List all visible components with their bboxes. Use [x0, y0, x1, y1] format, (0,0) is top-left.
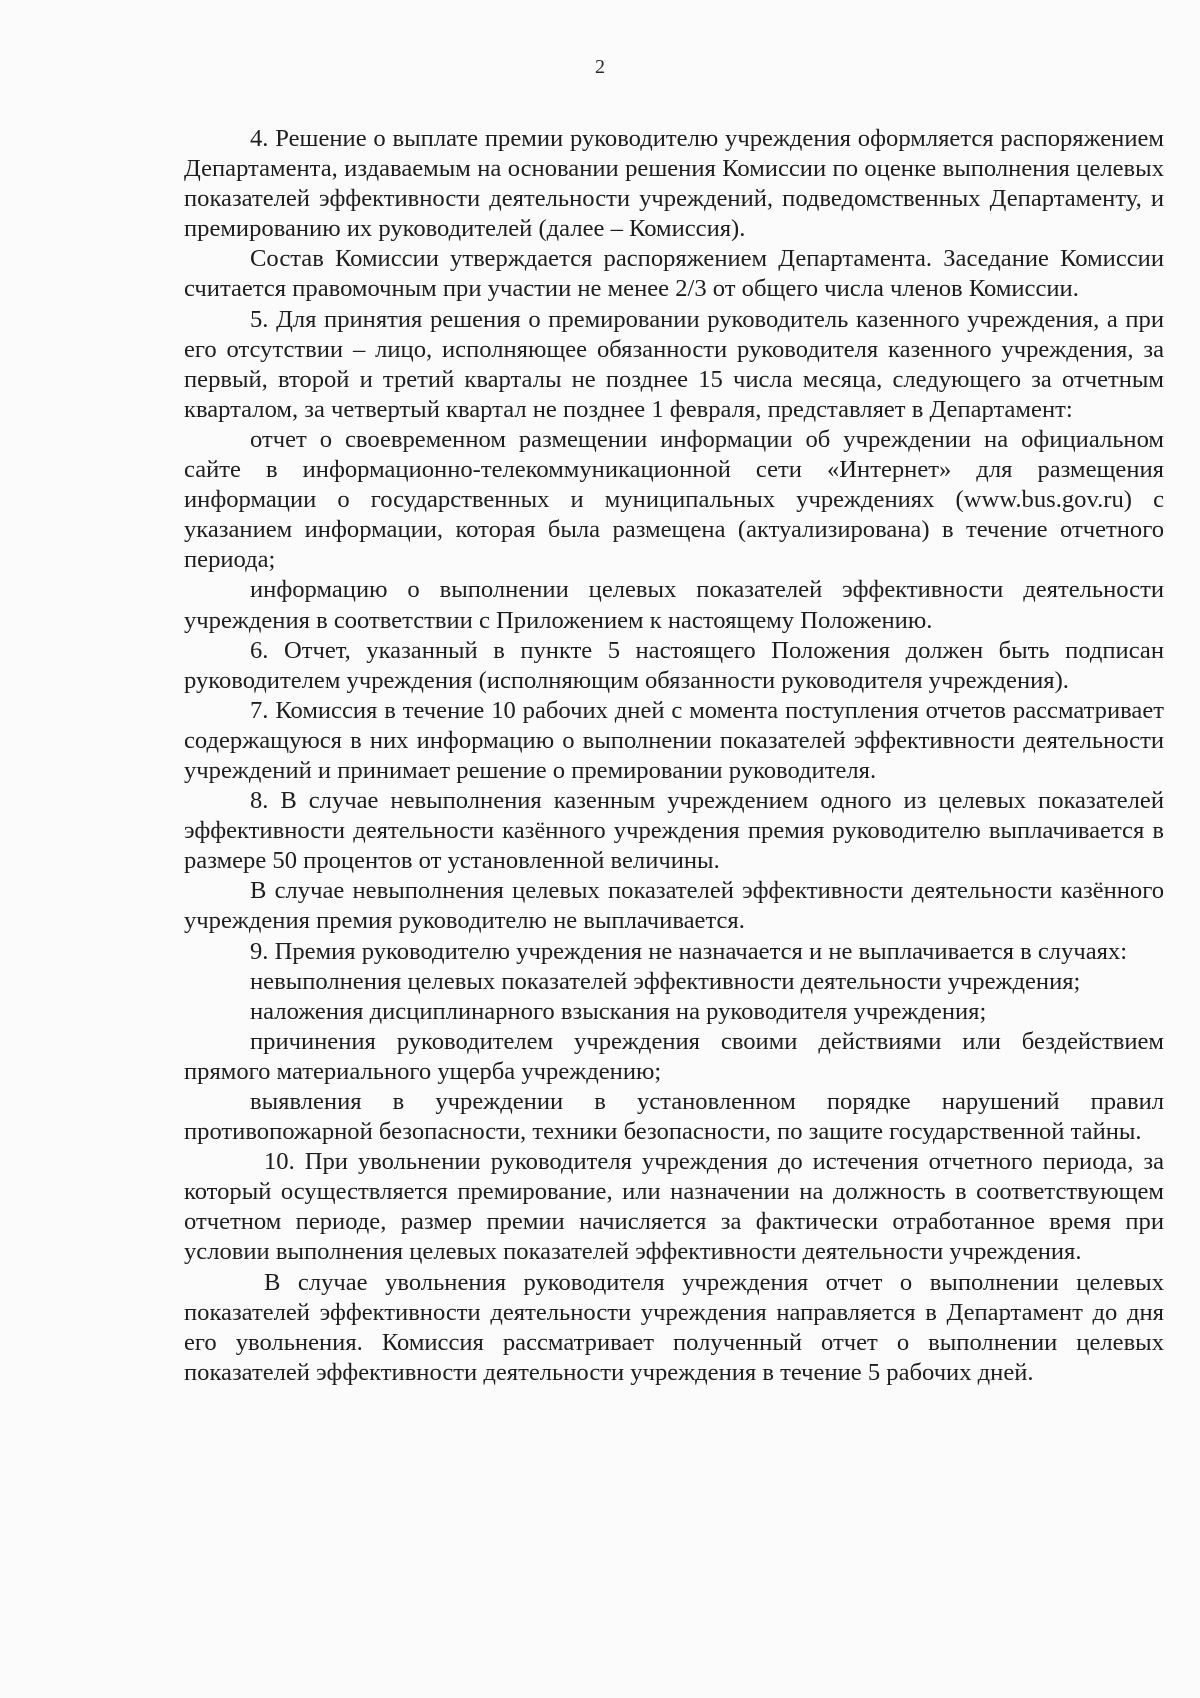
list-item-non-fulfillment: невыполнения целевых показателей эффективности деятельности учреждения;	[250, 967, 1081, 995]
paragraph-target-indicators-info: информацию о выполнении целевых показателей эффективности деятельности учреждения в соответствии с Приложением к настоящему Положению.	[184, 576, 1164, 634]
paragraph-dismissal: В случае увольнения руководителя учреждения отчет о выполнении целевых показателей эффективности деятельности учреждения направляется в Департамент до дня его увольнения. Комиссия рассматривает полученный отчет о выполнении целевых показателей эффективности деятельности учреждения в течение 5 рабочих дней.	[184, 1268, 1164, 1386]
page-number: 2	[595, 56, 605, 78]
paragraph-commission-composition: Состав Комиссии утверждается распоряжением Департамента. Заседание Комиссии считается правомочным при участии не менее 2/3 от общего числа членов Комиссии.	[184, 245, 1164, 303]
paragraph-5: 5. Для принятия решения о премировании руководитель казенного учреждения, а при его отсутствии – лицо, исполняющее обязанности руководителя казенного учреждения, за первый, второй и третий кварталы не позднее 15 числа месяца, следующего за отчетным кварталом, за четвертый квартал не позднее 1 февраля, представляет в Департамент:	[184, 305, 1164, 423]
list-item-disciplinary: наложения дисциплинарного взыскания на руководителя учреждения;	[250, 997, 987, 1025]
paragraph-10: 10. При увольнении руководителя учреждения до истечения отчетного периода, за который осуществляется премирование, или назначении на должность в соответствующем отчетном периоде, размер премии начисляется за фактически отработанное время при условии выполнения целевых показателей эффективности деятельности учреждения.	[184, 1148, 1164, 1266]
paragraph-6: 6. Отчет, указанный в пункте 5 настоящего Положения должен быть подписан руководителем учреждения (исполняющим обязанности руководителя учреждения).	[184, 636, 1164, 694]
document-body	[184, 124, 1164, 1388]
list-item-violations: выявления в учреждении в установленном порядке нарушений правил противопожарной безопасности, техники безопасности, по защите государственной тайны.	[184, 1088, 1164, 1146]
list-item-damage: причинения руководителем учреждения своими действиями или бездействием прямого материального ущерба учреждению;	[184, 1027, 1164, 1085]
paragraph-report-placement: отчет о своевременном размещении информации об учреждении на официальном сайте в информационно-телекоммуникационной сети «Интернет» для размещения информации о государственных и муниципальных учреждениях (www.bus.gov.ru) с указанием информации, которая была размещена (актуализирована) в течение отчетного периода;	[184, 425, 1164, 574]
paragraph-7: 7. Комиссия в течение 10 рабочих дней с момента поступления отчетов рассматривает содержащуюся в них информацию о выполнении показателей эффективности деятельности учреждений и принимает решение о премировании руководителя.	[184, 696, 1164, 784]
paragraph-8: 8. В случае невыполнения казенным учреждением одного из целевых показателей эффективности деятельности казённого учреждения премия руководителю выплачивается в размере 50 процентов от установленной величины.	[184, 787, 1164, 875]
paragraph-non-fulfillment: В случае невыполнения целевых показателей эффективности деятельности казённого учреждения премия руководителю не выплачивается.	[184, 877, 1164, 935]
paragraph-9: 9. Премия руководителю учреждения не назначается и не выплачивается в случаях:	[250, 937, 1128, 965]
paragraph-4: 4. Решение о выплате премии руководителю учреждения оформляется распоряжением Департамента, издаваемым на основании решения Комиссии по оценке выполнения целевых показателей эффективности деятельности учреждений, подведомственных Департаменту, и премированию их руководителей (далее – Комиссия).	[184, 125, 1164, 243]
